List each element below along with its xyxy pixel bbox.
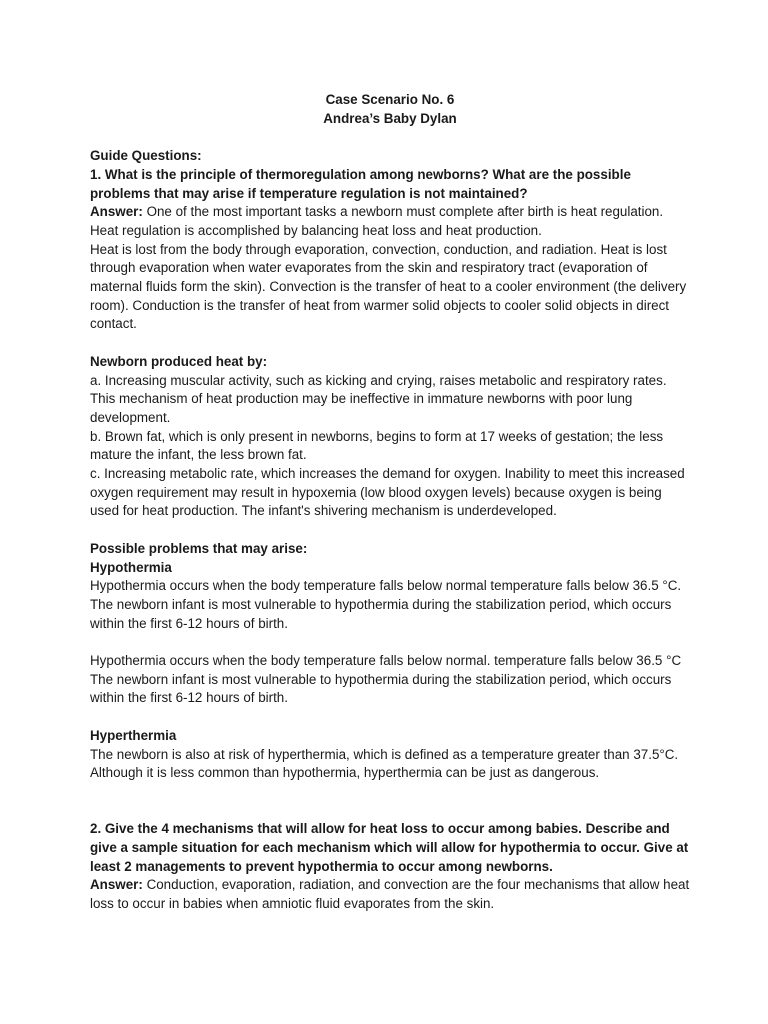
heat-production-heading: Newborn produced heat by: (90, 353, 268, 369)
spacer (90, 334, 690, 353)
answer-1-text: One of the most important tasks a newborn must complete after birth is heat regulation. Heat regulation is accomplished by balancing heat loss and heat production. (90, 204, 664, 238)
guide-questions-heading: Guide Questions: (90, 148, 202, 164)
spacer (90, 708, 690, 727)
answer-1-paragraph (90, 203, 690, 240)
document-content (90, 91, 690, 914)
problems-heading: Possible problems that may arise: (90, 540, 308, 556)
answer-2-label: Answer: (90, 877, 143, 893)
answer-1-label: Answer: (90, 204, 143, 220)
answer-1-paragraph-2: Heat is lost from the body through evaporation, convection, conduction, and radiation. Heat is lost through evaporation when water evaporates from the skin and respiratory tract (evaporation of maternal fluids form the skin). Convection is the transfer of heat to a cooler environment (the delivery room). Conduction is the transfer of heat from warmer solid objects to cooler solid objects in direct contact. (90, 241, 687, 332)
hypothermia-heading: Hypothermia (90, 559, 172, 575)
spacer (90, 783, 690, 820)
title-line-2: Andrea’s Baby Dylan (323, 110, 457, 126)
hypothermia-paragraph-2: Hypothermia occurs when the body temperature falls below normal. temperature falls below 36.5 °C The newborn infant is most vulnerable to hypothermia during the stabilization period, which occurs within the first 6-12 hours of birth. (90, 653, 682, 706)
hyperthermia-heading: Hyperthermia (90, 727, 177, 743)
heat-production-item-b: b. Brown fat, which is only present in newborns, begins to form at 17 weeks of gestation; the less mature the infant, the less brown fat. (90, 428, 664, 463)
spacer (90, 633, 690, 652)
heat-production-item-a: a. Increasing muscular activity, such as kicking and crying, raises metabolic and respiratory rates. This mechanism of heat production may be ineffective in immature newborns with poor lung development. (90, 372, 667, 425)
answer-2-text: Conduction, evaporation, radiation, and convection are the four mechanisms that allow heat loss to occur in babies when amniotic fluid evaporates from the skin. (90, 877, 690, 912)
answer-2-paragraph (90, 876, 690, 913)
spacer (90, 128, 690, 147)
heat-production-item-c: c. Increasing metabolic rate, which increases the demand for oxygen. Inability to meet this increased oxygen requirement may result in hypoxemia (low blood oxygen levels) because oxygen is being used for heat production. The infant's shivering mechanism is underdeveloped. (90, 466, 685, 519)
question-1: 1. What is the principle of thermoregulation among newborns? What are the possible problems that may arise if temperature regulation is not maintained? (90, 166, 631, 201)
title-line-1: Case Scenario No. 6 (325, 92, 455, 107)
hyperthermia-paragraph: The newborn is also at risk of hyperthermia, which is defined as a temperature greater than 37.5°C. Although it is less common than hypothermia, hyperthermia can be just as dangerous. (90, 746, 679, 781)
spacer (90, 521, 690, 540)
question-2: 2. Give the 4 mechanisms that will allow for heat loss to occur among babies. Describe and give a sample situation for each mechanism which will allow for hypothermia to occur. Give at least 2 managements to prevent hypothermia to occur among newborns. (90, 821, 689, 874)
hypothermia-paragraph-1: Hypothermia occurs when the body temperature falls below normal temperature falls below 36.5 °C. The newborn infant is most vulnerable to hypothermia during the stabilization period, which occurs within the first 6-12 hours of birth. (90, 578, 682, 631)
